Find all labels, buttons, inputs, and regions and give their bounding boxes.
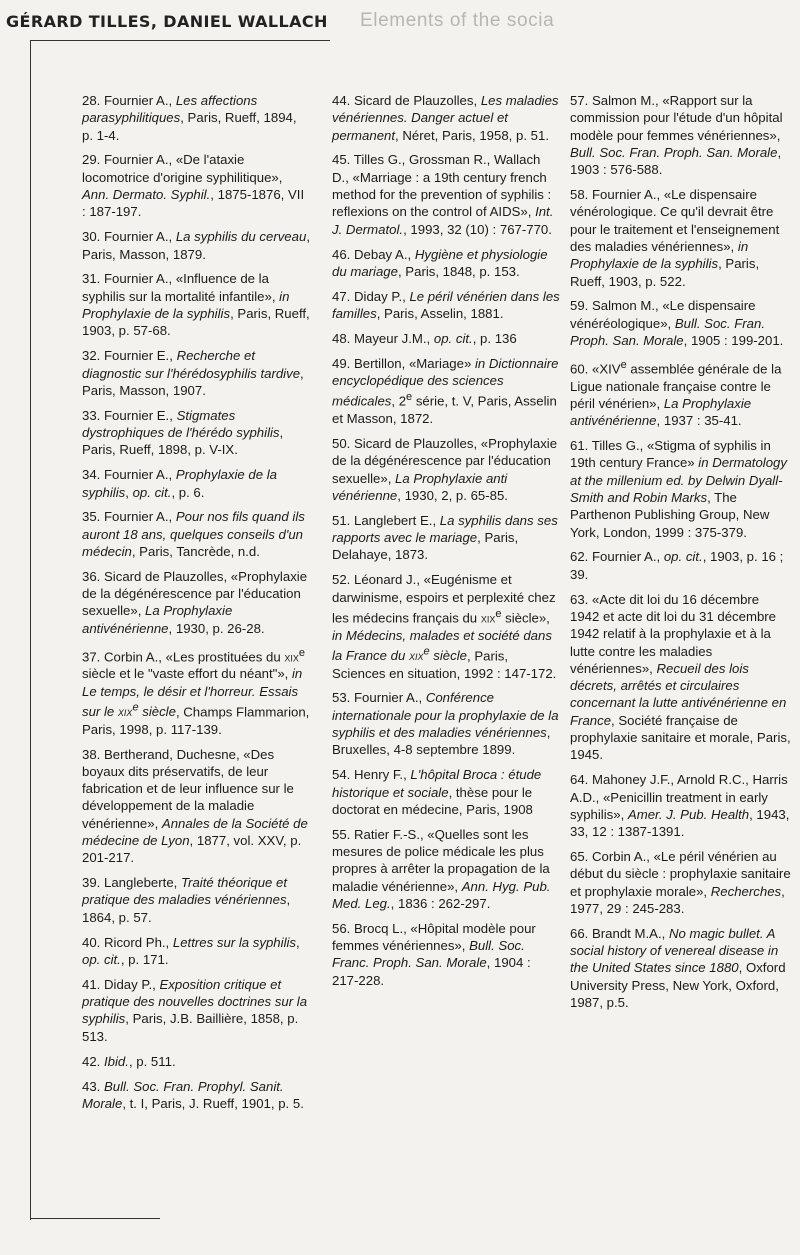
reference-41: 41. Diday P., Exposition critique et pratique des nouvelles doctrines sur la syphilis, Paris, J.B. Baillière, 1858, p. 513.	[82, 976, 308, 1044]
reference-33: 33. Fournier E., Stigmates dystrophiques de l'hérédo syphilis, Paris, Rueff, 1898, p. V-IX.	[82, 407, 284, 458]
reference-47: 47. Diday P., Le péril vénérien dans les familles, Paris, Asselin, 1881.	[332, 288, 560, 322]
reference-30: 30. Fournier A., La syphilis du cerveau, Paris, Masson, 1879.	[82, 229, 310, 262]
reference-28: 28. Fournier A., Les affections parasyphilitiques, Paris, Rueff, 1894, p. 1-4.	[82, 93, 297, 143]
reference-52: 52. Léonard J., «Eugénisme et darwinisme, espoirs et perplexité chez les médecins français du xix$^e$ siècle», in Médecins, malades et société dans la France du xix$^e$ siècle, Paris, Sciences en situation, 1992 : 147-172.	[332, 572, 557, 681]
reference-58: 58. Fournier A., «Le dispensaire vénérologique. Ce qu'il devrait être pour le traitement et l'enseignement des maladies vénériennes», in Prophylaxie de la syphilis, Paris, Rueff, 1903, p. 522.	[570, 187, 780, 289]
reference-40: 40. Ricord Ph., Lettres sur la syphilis, op. cit., p. 171.	[82, 934, 300, 967]
reference-61: 61. Tilles G., «Stigma of syphilis in 19th century France» in Dermatology at the millenium ed. by Delwin Dyall-Smith and Robin Marks, The Parthenon Publishing Group, New York, London, 1999 : 375-379.	[570, 438, 787, 540]
reference-63: 63. «Acte dit loi du 16 décembre 1942 et acte dit loi du 31 décembre 1942 relatif à la prophylaxie et à la lutte contre les maladies vénériennes», Recueil des lois décrets, arrêtés et circulaires concernant la lutte antivénérienne en France, Société française de prophylaxie sanitaire et morale, Paris, 1945.	[570, 591, 791, 763]
reference-48: 48. Mayeur J.M., op. cit., p. 136	[332, 330, 517, 346]
reference-54: 54. Henry F., L'hôpital Broca : étude historique et sociale, thèse pour le doctorat en médecine, Paris, 1908	[332, 767, 542, 817]
reference-32: 32. Fournier E., Recherche et diagnostic sur l'hérédosyphilis tardive, Paris, Masson, 1907.	[82, 348, 304, 398]
footer-rule	[30, 1218, 160, 1219]
reference-44: 44. Sicard de Plauzolles, Les maladies vénériennes. Danger actuel et permanent, Néret, Paris, 1958, p. 51.	[332, 93, 559, 143]
reference-50: 50. Sicard de Plauzolles, «Prophylaxie de la dégénérescence par l'éducation sexuelle», La Prophylaxie anti vénérienne, 1930, 2, p. 65-85.	[332, 436, 558, 503]
reference-64: 64. Mahoney J.F., Arnold R.C., Harris A.D., «Penicillin treatment in early syphilis», Amer. J. Pub. Health, 1943, 33, 12 : 1387-1391.	[570, 772, 790, 840]
reference-46: 46. Debay A., Hygiène et physiologie du mariage, Paris, 1848, p. 153.	[332, 246, 548, 279]
reference-51: 51. Langlebert E., La syphilis dans ses rapports avec le mariage, Paris, Delahaye, 1873.	[332, 512, 558, 563]
reference-59: 59. Salmon M., «Le dispensaire vénéréologique», Bull. Soc. Fran. Proph. San. Morale, 1905 : 199-201.	[570, 298, 784, 349]
references-column-3	[570, 92, 792, 1019]
reference-35: 35. Fournier A., Pour nos fils quand ils auront 18 ans, quelques conseils d'un médecin, Paris, Tancrède, n.d.	[82, 509, 305, 559]
margin-rule	[30, 40, 31, 1220]
reference-29: 29. Fournier A., «De l'ataxie locomotrice d'origine syphilitique», Ann. Dermato. Syphil., 1875-1876, VII : 187-197.	[82, 152, 305, 220]
references-column-1	[82, 92, 310, 1120]
reference-43: 43. Bull. Soc. Fran. Prophyl. Sanit. Morale, t. I, Paris, J. Rueff, 1901, p. 5.	[82, 1078, 304, 1111]
reference-45: 45. Tilles G., Grossman R., Wallach D., «Marriage : a 19th century french method for the prevention of syphilis : reflexions on the control of AIDS», Int. J. Dermatol., 1993, 32 (10) : 767-770.	[332, 152, 554, 237]
reference-57: 57. Salmon M., «Rapport sur la commission pour l'étude d'un hôpital modèle pour femmes vénériennes», Bull. Soc. Fran. Proph. San. Morale, 1903 : 576-588.	[570, 93, 783, 178]
reference-65: 65. Corbin A., «Le péril vénérien au début du siècle : prophylaxie sanitaire et prophylaxie morale», Recherches, 1977, 29 : 245-283.	[570, 849, 791, 916]
reference-34: 34. Fournier A., Prophylaxie de la syphilis, op. cit., p. 6.	[82, 467, 277, 500]
reference-53: 53. Fournier A., Conférence internationale pour la prophylaxie de la syphilis et des maladies vénériennes, Bruxelles, 4-8 septembre 1899.	[332, 690, 559, 758]
running-header: GÉRARD TILLES, DANIEL WALLACH	[6, 12, 328, 31]
reference-60: 60. «XIVe assemblée générale de la Ligue nationale française contre le péril vénérien», La Prophylaxie antivénérienne, 1937 : 35-41.	[570, 358, 782, 429]
reference-49: 49. Bertillon, «Mariage» in Dictionnaire encyclopédique des sciences médicales, 2e série, t. V, Paris, Asselin et Masson, 1872.	[332, 355, 559, 427]
reference-39: 39. Langleberte, Traité théorique et pratique des maladies vénériennes, 1864, p. 57.	[82, 875, 291, 925]
reference-37: 37. Corbin A., «Les prostituées du xix$^e$ siècle et le "vaste effort du néant"», in Le temps, le désir et l'horreur. Essais sur le xix$^e$ siècle, Champs Flammarion, Paris, 1998, p. 117-139.	[82, 646, 310, 737]
reference-66: 66. Brandt M.A., No magic bullet. A social history of venereal disease in the United States since 1880, Oxford University Press, New York, Oxford, 1987, p.5.	[570, 925, 786, 1010]
reference-36: 36. Sicard de Plauzolles, «Prophylaxie de la dégénérescence par l'éducation sexuelle», La Prophylaxie antivénérienne, 1930, p. 26-28.	[82, 568, 308, 636]
references-column-2	[332, 92, 560, 997]
reference-62: 62. Fournier A., op. cit., 1903, p. 16 ; 39.	[570, 549, 784, 582]
show-through-title: Elements of the socia	[360, 10, 555, 31]
reference-31: 31. Fournier A., «Influence de la syphilis sur la mortalité infantile», in Prophylaxie de la syphilis, Paris, Rueff, 1903, p. 57-68.	[82, 271, 310, 339]
reference-55: 55. Ratier F.-S., «Quelles sont les mesures de police médicale les plus propres à arrêter la propagation de la maladie vénérienne», Ann. Hyg. Pub. Med. Leg., 1836 : 262-297.	[332, 826, 551, 911]
reference-42: 42. Ibid., p. 511.	[82, 1053, 176, 1069]
header-rule	[30, 40, 330, 41]
reference-56: 56. Brocq L., «Hôpital modèle pour femmes vénériennes», Bull. Soc. Franc. Proph. San. Morale, 1904 : 217-228.	[332, 920, 536, 988]
reference-38: 38. Bertherand, Duchesne, «Des boyaux dits préservatifs, de leur fabrication et de leur influence sur le développement de la maladie vénérienne», Annales de la Société de médecine de Lyon, 1877, vol. XXV, p. 201-217.	[82, 746, 308, 866]
